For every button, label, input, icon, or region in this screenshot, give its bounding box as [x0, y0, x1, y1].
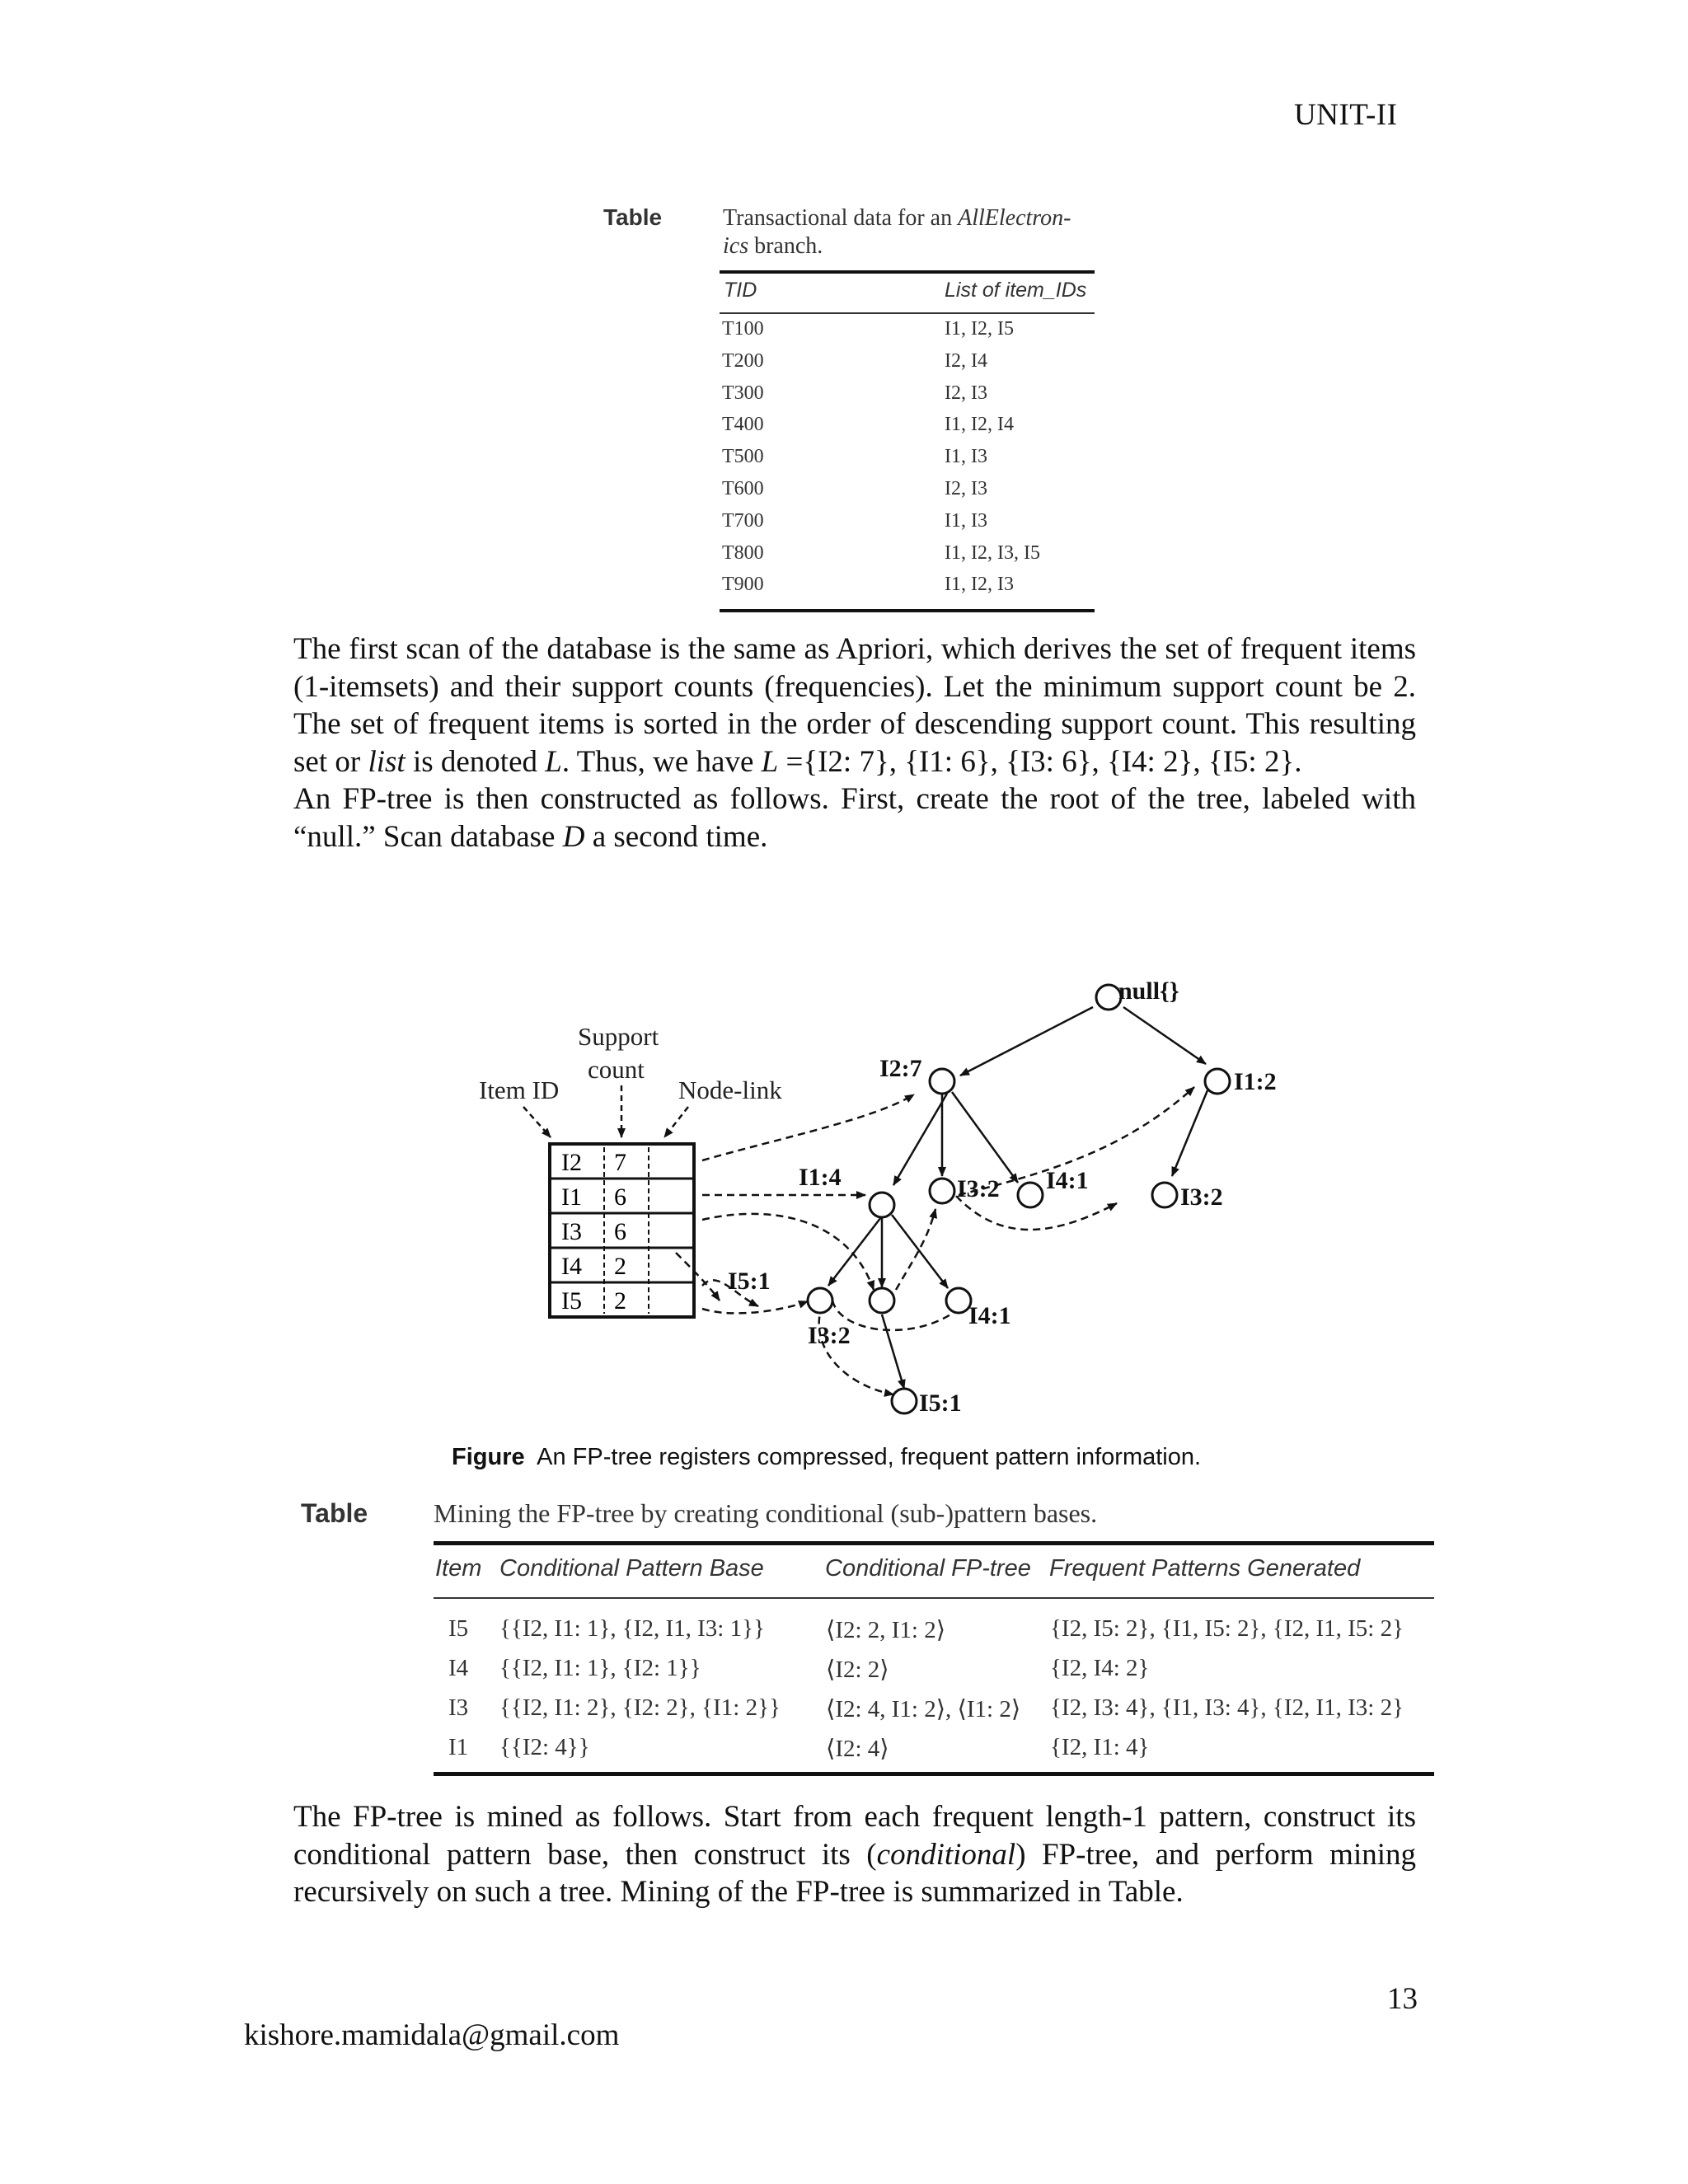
table2-cell-cfp: ⟨I2: 2⟩ [826, 1657, 889, 1683]
header-item-i4: I4 [561, 1253, 582, 1280]
table1-col-tid: TID [724, 279, 757, 302]
table1-row [720, 318, 1095, 350]
table2-cell-cpb: {{I2, I1: 1}, {I2: 1}} [499, 1655, 701, 1681]
table1-cell-tid: T100 [722, 318, 764, 340]
table2-cell-cfp: ⟨I2: 4, I1: 2⟩, ⟨I1: 2⟩ [826, 1696, 1021, 1722]
node-i1-2: I1:2 [1234, 1068, 1277, 1095]
header-item-i5: I5 [561, 1287, 582, 1315]
table2-label: Table [301, 1498, 368, 1528]
header-count-i5: 2 [614, 1287, 626, 1315]
tree-nodes [808, 985, 1230, 1413]
table2-rule-bottom [434, 1772, 1434, 1776]
figure-caption: Figure An FP-tree registers compressed, frequent pattern information. [452, 1444, 1202, 1470]
table1-cell-items: I2, I4 [945, 349, 987, 372]
node-i5-1-b: I5:1 [919, 1390, 962, 1417]
table1-cell-tid: T800 [722, 541, 764, 564]
table2-cell-item: I4 [448, 1655, 469, 1681]
table2-cell-fpg: {I2, I5: 2}, {I1, I5: 2}, {I2, I1, I5: 2} [1050, 1615, 1404, 1642]
table2-cell-item: I5 [448, 1615, 469, 1642]
table1-cell-tid: T400 [722, 414, 764, 436]
table2-row [434, 1615, 1434, 1655]
table1-cell-items: I2, I3 [945, 382, 987, 404]
table1-row [720, 542, 1095, 574]
table2-row [434, 1694, 1434, 1734]
label-count: count [588, 1055, 645, 1084]
table1-row [720, 478, 1095, 510]
table1-cell-tid: T900 [722, 574, 764, 596]
node-i4-1-b: I4:1 [968, 1302, 1011, 1329]
header-count-i1: 6 [614, 1183, 626, 1211]
node-links [676, 1087, 1194, 1394]
table1-rule-mid [720, 312, 1095, 314]
table1-cell-tid: T600 [722, 478, 764, 499]
table1-row [720, 382, 1095, 415]
paragraph-mining: The FP-tree is mined as follows. Start from each frequent length-1 pattern, construct its conditional pattern base, then construct its (conditional) FP-tree, and perform mining recursively on such a tree. Mining of the FP-tree is summarized in Table. [293, 1800, 1417, 1909]
table1-cell-items: I1, I2, I4 [945, 414, 1014, 436]
page-number: 13 [1387, 1982, 1418, 2016]
table2-col-cfp: Conditional FP-tree [825, 1555, 1031, 1582]
node-root: null{} [1118, 977, 1179, 1005]
table1-rule-top [720, 270, 1095, 274]
table2-rule-mid [434, 1597, 1434, 1599]
table2-caption: Mining the FP-tree by creating conditional (sub-)pattern bases. [434, 1498, 1098, 1528]
table1-cell-items: I1, I2, I3, I5 [945, 541, 1040, 564]
table1-cell-items: I1, I3 [945, 509, 987, 532]
table2-cell-fpg: {I2, I1: 4} [1050, 1734, 1150, 1760]
table1-caption: Transactional data for an AllElectron- ics branch. [723, 205, 1071, 259]
node-i2-7: I2:7 [879, 1055, 922, 1082]
node-i1-4: I1:4 [799, 1164, 842, 1191]
author-email: kishore.mamidala@gmail.com [244, 2018, 620, 2052]
header-table [550, 1144, 694, 1317]
table1-row [720, 446, 1095, 478]
table1-row [720, 350, 1095, 382]
table2-cell-item: I3 [448, 1694, 469, 1721]
header-count-i3: 6 [614, 1218, 626, 1245]
header-count-i2: 7 [614, 1149, 626, 1176]
table1-cell-items: I1, I3 [945, 446, 987, 468]
paragraph-first-scan: The first scan of the database is the same as Apriori, which derives the set of frequent items (1-itemsets) and their support counts (frequencies). Let the minimum support count be 2. The set of frequent items is sorted in the order of descending support count. This resulting set or list is denoted L. Thus, we have L ={I2: 7}, {I1: 6}, {I3: 6}, {I4: 2}, {I5: 2}. An FP-tree is then constructed as follows. First, create the root of the tree, labeled with “null.” Scan database D a second time. [293, 632, 1416, 854]
table2-rule-top [434, 1541, 1434, 1545]
header-item-i1: I1 [561, 1183, 582, 1211]
node-i3-2-a: I3:2 [957, 1175, 1000, 1202]
pointer-node-link [664, 1107, 688, 1137]
label-support: Support [578, 1022, 659, 1051]
node-i4-1-a: I4:1 [1046, 1167, 1089, 1194]
label-node-link: Node-link [678, 1076, 782, 1104]
table1-col-items: List of item_IDs [945, 279, 1087, 302]
table1-cell-items: I1, I2, I3 [945, 574, 1014, 596]
table2-cell-cfp: ⟨I2: 4⟩ [826, 1736, 889, 1762]
table1-rule-bottom [720, 609, 1095, 612]
table2-row [434, 1734, 1434, 1774]
table2-cell-fpg: {I2, I4: 2} [1050, 1655, 1150, 1681]
table1-cell-tid: T200 [722, 349, 764, 372]
label-item-id: Item ID [479, 1076, 560, 1104]
table1-row [720, 414, 1095, 446]
table2-cell-item: I1 [448, 1734, 469, 1760]
header-item-i3: I3 [561, 1218, 582, 1245]
table1-label: Table [603, 204, 663, 230]
table1-row [720, 574, 1095, 606]
fp-tree-figure [462, 972, 1286, 1442]
table1-cell-items: I1, I2, I5 [945, 318, 1014, 340]
table1-row [720, 510, 1095, 542]
table2-cell-fpg: {I2, I3: 4}, {I1, I3: 4}, {I2, I1, I3: 2} [1050, 1694, 1404, 1721]
table1-cell-items: I2, I3 [945, 478, 987, 499]
table2-col-item: Item [435, 1555, 482, 1582]
table1-cell-tid: T700 [722, 509, 764, 532]
table2-cell-cpb: {{I2, I1: 2}, {I2: 2}, {I1: 2}} [499, 1694, 781, 1721]
node-i3-2-b: I3:2 [1180, 1183, 1223, 1211]
table1-cell-tid: T300 [722, 382, 764, 404]
table1-cell-tid: T500 [722, 446, 764, 468]
header-item-i2: I2 [561, 1149, 582, 1176]
unit-header: UNIT-II [1294, 98, 1398, 132]
table2-col-cpb: Conditional Pattern Base [499, 1555, 764, 1582]
table2-col-fpg: Frequent Patterns Generated [1049, 1555, 1361, 1582]
table2-row [434, 1655, 1434, 1694]
table2-cell-cfp: ⟨I2: 2, I1: 2⟩ [826, 1617, 946, 1643]
table2-cell-cpb: {{I2: 4}} [499, 1734, 590, 1760]
pointer-item-id [523, 1107, 551, 1137]
header-count-i4: 2 [614, 1253, 626, 1280]
table2-cell-cpb: {{I2, I1: 1}, {I2, I1, I3: 1}} [499, 1615, 765, 1642]
node-i3-2-c: I3:2 [808, 1322, 851, 1349]
node-i5-1-a: I5:1 [728, 1268, 771, 1295]
